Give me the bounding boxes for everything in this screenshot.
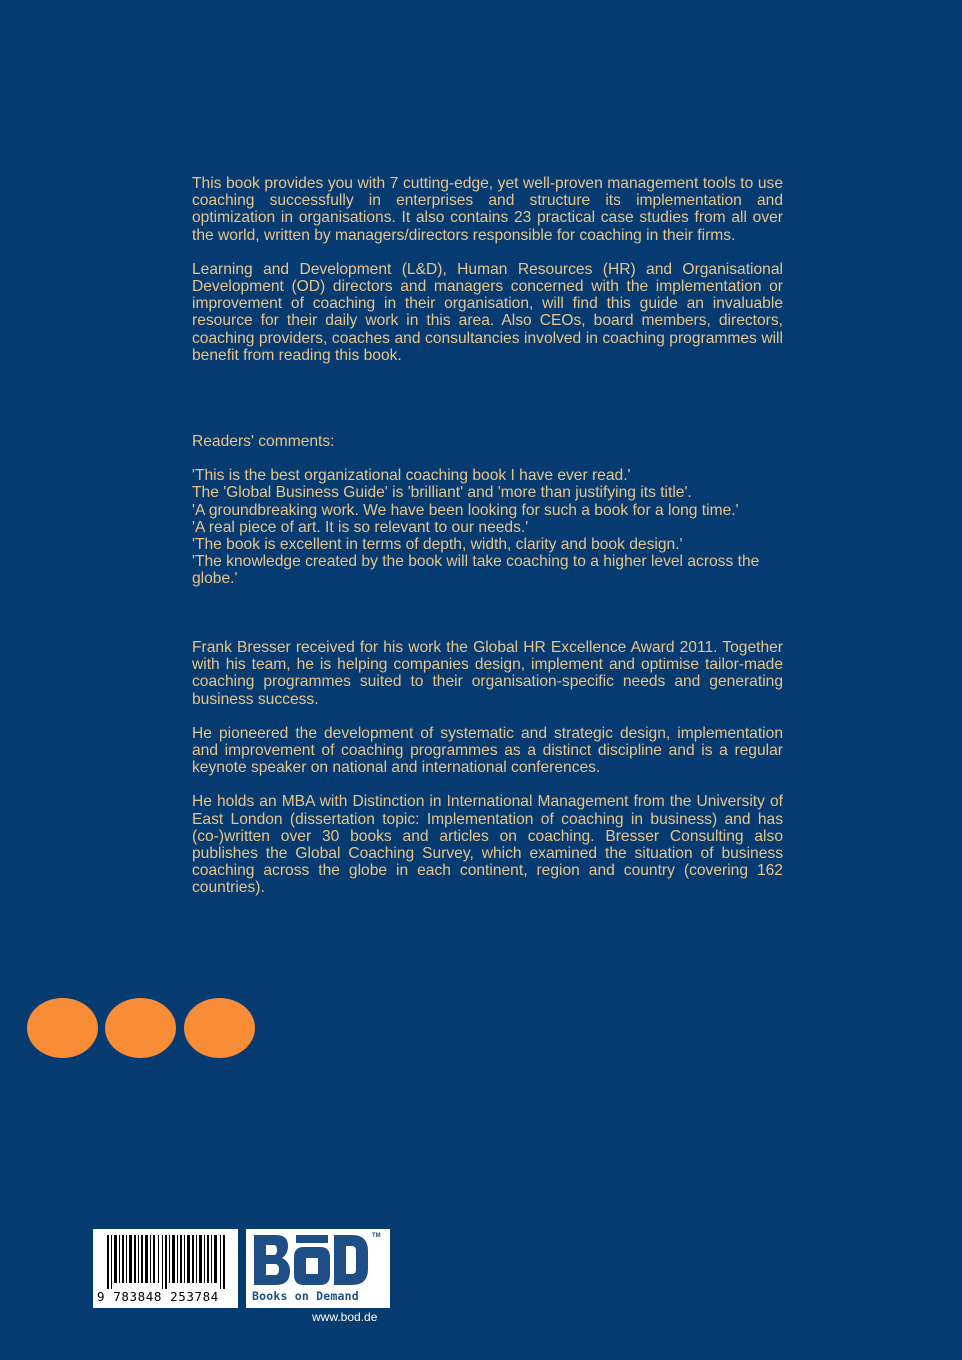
intro-paragraph-2: Learning and Development (L&D), Human Resources (HR) and Organisational Development (OD) directors and managers concerned with the implementation or improvement of coaching in their organisation, will find this guide an invaluable resource for their daily work in this area. Also CEOs, board members, directors, coaching providers, coaches and consultancies involved in coaching programmes will benefit from reading this book. [192,260,783,364]
comment-quote: The 'Global Business Guide' is 'brilliant' and 'more than justifying its title'. [192,484,692,502]
comments-list [192,467,783,587]
orange-dot [105,998,176,1058]
isbn-barcode [93,1229,238,1308]
publisher-url: www.bod.de [312,1310,378,1324]
author-paragraph-3: He holds an MBA with Distinction in International Management from the University of East London (dissertation topic: Implementation of coaching in business) and has (co-)written over 30 books and articles on coaching. Bresser Consulting also publishes the Global Coaching Survey, which examined the situation of business coaching across the globe in each continent, region and country (covering 162 countries). [192,793,783,897]
barcode-bars-icon [107,1235,227,1289]
comment-quote: 'The knowledge created by the book will take coaching to a higher level across the globe.' [192,553,760,588]
author-section [192,639,783,897]
comment-quote: 'This is the best organizational coaching book I have ever read.' [192,467,631,485]
bod-logo-icon [252,1233,370,1287]
readers-comments-section [192,433,783,588]
trademark-mark: TM [372,1233,381,1239]
isbn-digits: 9 783848 253784 [97,1289,219,1304]
author-paragraph-2: He pioneered the development of systematic and strategic design, implementation and improvement of coaching programmes as a distinct discipline and is a regular keynote speaker on national and international conferences. [192,724,783,777]
intro-section [192,175,783,364]
comment-quote: 'The book is excellent in terms of depth, width, clarity and book design.' [192,536,683,554]
comments-heading: Readers' comments: [192,433,335,450]
orange-dot [184,998,255,1058]
author-paragraph-1: Frank Bresser received for his work the Global HR Excellence Award 2011. Together with his team, he is helping companies design, implement and optimise tailor-made coaching programmes suited to their organisation-specific needs and generating business success. [192,639,783,708]
publisher-logo [246,1229,390,1308]
comment-quote: 'A groundbreaking work. We have been looking for such a book for a long time.' [192,501,739,519]
publisher-tagline: Books on Demand [252,1289,359,1303]
orange-dot [27,998,98,1058]
intro-paragraph-1: This book provides you with 7 cutting-edge, yet well-proven management tools to use coaching successfully in enterprises and structure its implementation and optimization in organisations. It also contains 23 practical case studies from all over the world, written by managers/directors responsible for coaching in their firms. [192,175,783,244]
comment-quote: 'A real piece of art. It is so relevant to our needs.' [192,518,529,536]
